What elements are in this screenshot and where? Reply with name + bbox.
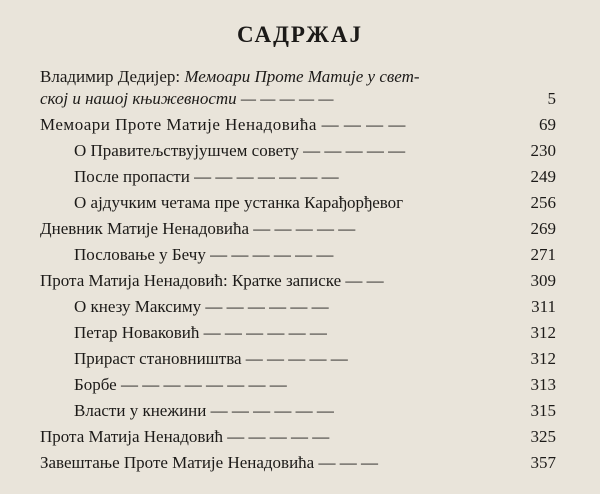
toc-page-number: 230 xyxy=(530,141,556,160)
toc-subentry xyxy=(40,138,556,164)
toc-page-number: 313 xyxy=(530,375,556,394)
toc-entry-text: Мемоари Проте Матије Ненадовића — — — — xyxy=(40,115,406,134)
toc-page-number: 5 xyxy=(547,89,556,108)
toc-entry xyxy=(40,450,556,476)
toc-subentry xyxy=(40,190,556,216)
toc-entry xyxy=(40,112,556,138)
toc-entry-text: О кнезу Максиму — — — — — — xyxy=(74,297,329,316)
toc-page-number: 311 xyxy=(531,297,556,316)
toc-page-number: 309 xyxy=(530,271,556,290)
toc-page-number: 312 xyxy=(530,349,556,368)
toc-subentry xyxy=(40,346,556,372)
toc-entry-text xyxy=(40,66,520,110)
toc-entry-title-continued: ској и нашој књижевности — — — — — xyxy=(40,89,334,108)
toc-page-number: 357 xyxy=(530,453,556,472)
table-of-contents xyxy=(40,64,556,476)
toc-page-number: 256 xyxy=(530,193,556,212)
toc-subentry xyxy=(40,164,556,190)
toc-entry-title: Мемоари Проте Матије у свет- xyxy=(184,67,420,86)
page-title: САДРЖАЈ xyxy=(237,22,363,47)
toc-page-number: 69 xyxy=(539,115,556,134)
toc-entry-text: О ајдучким четама пре устанка Карађорђевог xyxy=(74,193,404,212)
toc-subentry xyxy=(40,242,556,268)
toc-page-number: 325 xyxy=(530,427,556,446)
toc-entry-text: После пропасти — — — — — — — xyxy=(74,167,339,186)
toc-entry xyxy=(40,64,556,112)
toc-page-number: 269 xyxy=(530,219,556,238)
toc-entry-text: Прота Матија Ненадовић: Кратке записке — — xyxy=(40,271,384,290)
toc-entry-text: Прираст становништва — — — — — xyxy=(74,349,348,368)
toc-entry xyxy=(40,268,556,294)
toc-entry-text: Прота Матија Ненадовић — — — — — xyxy=(40,427,330,446)
toc-entry xyxy=(40,216,556,242)
toc-page-number: 249 xyxy=(530,167,556,186)
toc-subentry xyxy=(40,320,556,346)
toc-entry xyxy=(40,424,556,450)
toc-entry-text: О Правитељствујушчем совету — — — — — xyxy=(74,141,406,160)
toc-subentry xyxy=(40,398,556,424)
toc-entry-text: Власти у кнежини — — — — — — xyxy=(74,401,334,420)
toc-page-number: 312 xyxy=(530,323,556,342)
toc-entry-text: Борбе — — — — — — — — xyxy=(74,375,287,394)
toc-entry-text: Пословање у Бечу — — — — — — xyxy=(74,245,334,264)
toc-page-number: 271 xyxy=(530,245,556,264)
toc-page-number: 315 xyxy=(530,401,556,420)
toc-subentry xyxy=(40,372,556,398)
toc-entry-text: Завештање Проте Матије Ненадовића — — — xyxy=(40,453,378,472)
toc-entry-text: Дневник Матије Ненадовића — — — — — xyxy=(40,219,356,238)
toc-entry-text: Петар Новаковић — — — — — — xyxy=(74,323,327,342)
toc-subentry xyxy=(40,294,556,320)
toc-entry-author: Владимир Дедијер: xyxy=(40,67,181,86)
